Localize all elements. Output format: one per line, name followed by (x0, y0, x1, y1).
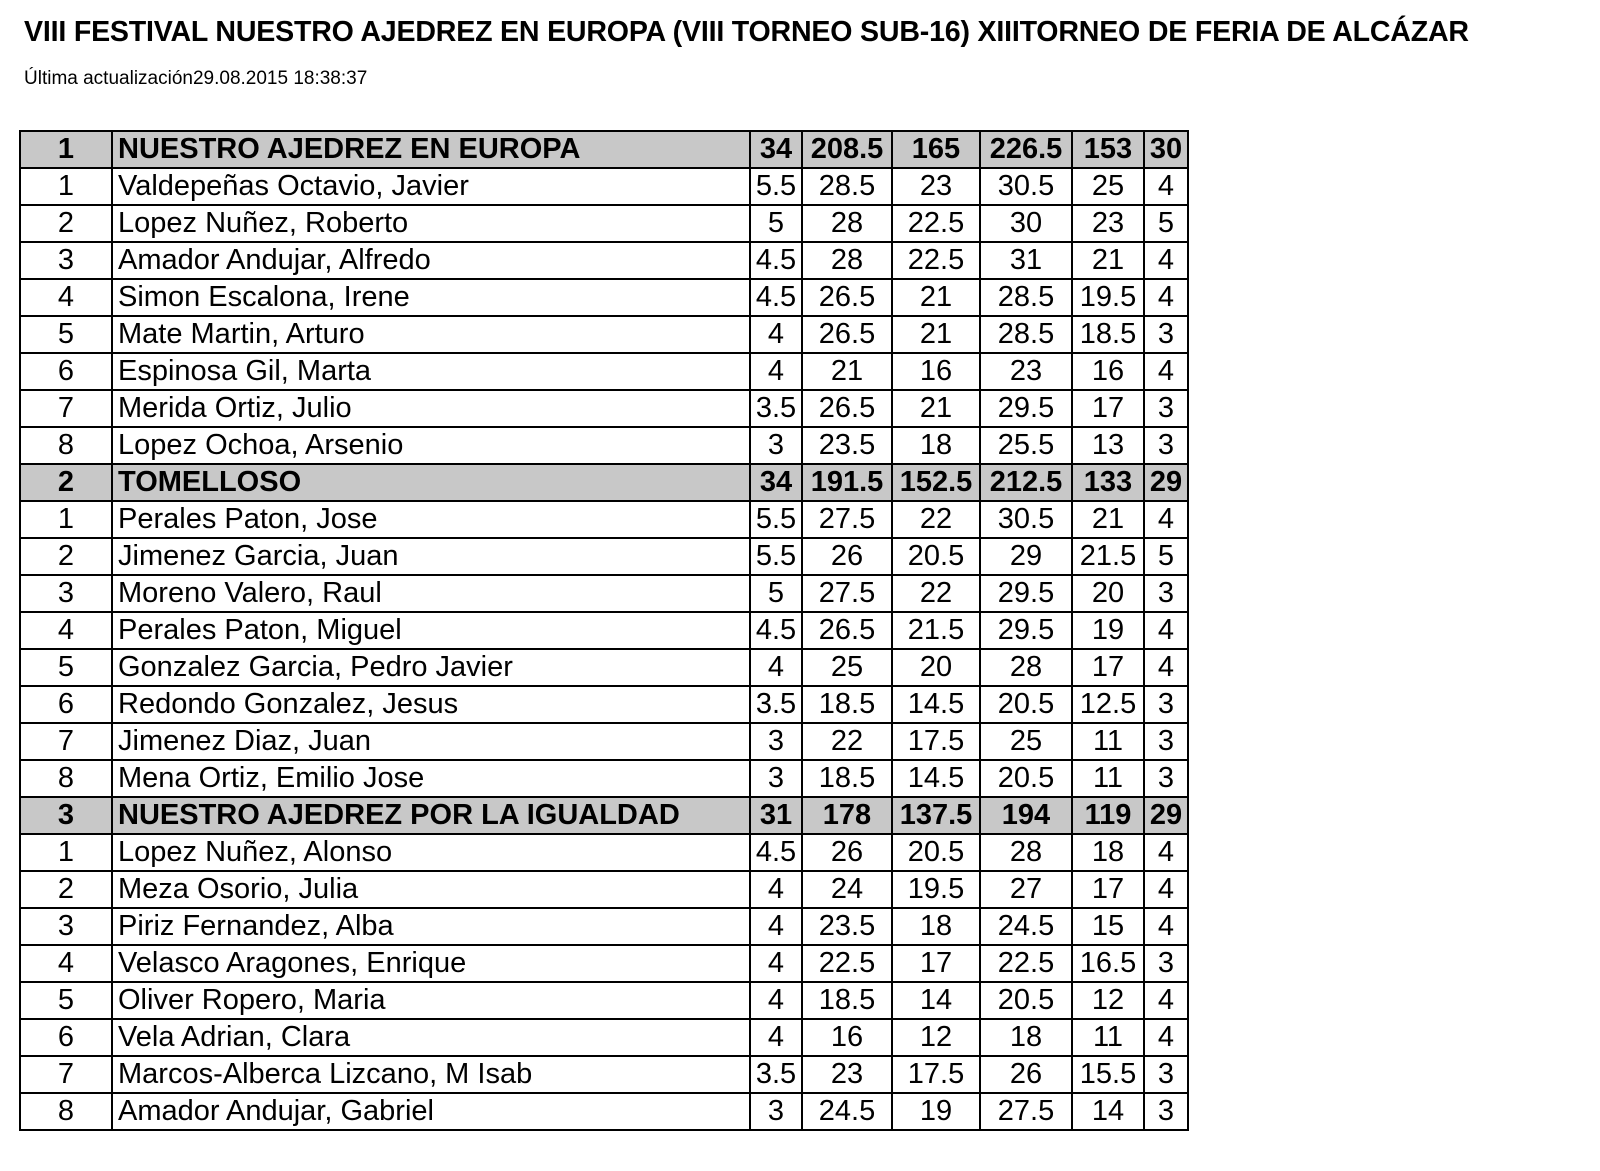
player-tiebreak-4-cell: 16 (1072, 353, 1144, 390)
player-tiebreak-5-cell: 4 (1144, 871, 1188, 908)
player-name-cell: Espinosa Gil, Marta (112, 353, 750, 390)
player-tiebreak-2-cell: 19.5 (892, 871, 980, 908)
player-points-cell: 4.5 (750, 279, 802, 316)
player-tiebreak-3-cell: 30.5 (980, 501, 1072, 538)
player-row (20, 538, 1188, 575)
team-row (20, 131, 1188, 168)
player-row (20, 1093, 1188, 1130)
player-row (20, 649, 1188, 686)
team-tiebreak-3-cell: 212.5 (980, 464, 1072, 501)
player-tiebreak-2-cell: 20.5 (892, 834, 980, 871)
player-points-cell: 5 (750, 205, 802, 242)
team-tiebreak-1-cell: 178 (802, 797, 892, 834)
player-row (20, 723, 1188, 760)
player-tiebreak-1-cell: 27.5 (802, 575, 892, 612)
player-tiebreak-1-cell: 18.5 (802, 686, 892, 723)
player-tiebreak-4-cell: 15.5 (1072, 1056, 1144, 1093)
player-tiebreak-4-cell: 17 (1072, 390, 1144, 427)
player-name-cell: Meza Osorio, Julia (112, 871, 750, 908)
team-tiebreak-4-cell: 119 (1072, 797, 1144, 834)
player-tiebreak-3-cell: 20.5 (980, 760, 1072, 797)
player-row (20, 205, 1188, 242)
team-tiebreak-3-cell: 194 (980, 797, 1072, 834)
player-points-cell: 4 (750, 945, 802, 982)
player-tiebreak-5-cell: 4 (1144, 834, 1188, 871)
player-points-cell: 4.5 (750, 612, 802, 649)
player-row (20, 760, 1188, 797)
player-tiebreak-3-cell: 20.5 (980, 686, 1072, 723)
player-tiebreak-3-cell: 29.5 (980, 390, 1072, 427)
player-tiebreak-3-cell: 29.5 (980, 612, 1072, 649)
player-tiebreak-3-cell: 30.5 (980, 168, 1072, 205)
player-name-cell: Vela Adrian, Clara (112, 1019, 750, 1056)
team-tiebreak-4-cell: 133 (1072, 464, 1144, 501)
player-tiebreak-5-cell: 3 (1144, 316, 1188, 353)
player-row (20, 242, 1188, 279)
last-updated-text: Última actualización29.08.2015 18:38:37 (24, 68, 368, 89)
player-tiebreak-1-cell: 27.5 (802, 501, 892, 538)
player-tiebreak-2-cell: 22 (892, 501, 980, 538)
player-name-cell: Jimenez Garcia, Juan (112, 538, 750, 575)
player-tiebreak-2-cell: 19 (892, 1093, 980, 1130)
player-points-cell: 3 (750, 760, 802, 797)
board-number-cell: 2 (20, 538, 112, 575)
player-tiebreak-1-cell: 16 (802, 1019, 892, 1056)
player-tiebreak-4-cell: 17 (1072, 649, 1144, 686)
player-name-cell: Lopez Nuñez, Roberto (112, 205, 750, 242)
player-tiebreak-1-cell: 22.5 (802, 945, 892, 982)
player-points-cell: 5.5 (750, 538, 802, 575)
player-tiebreak-1-cell: 28 (802, 205, 892, 242)
board-number-cell: 7 (20, 390, 112, 427)
player-row (20, 316, 1188, 353)
player-points-cell: 4 (750, 982, 802, 1019)
player-tiebreak-5-cell: 4 (1144, 612, 1188, 649)
player-name-cell: Amador Andujar, Alfredo (112, 242, 750, 279)
player-tiebreak-4-cell: 12 (1072, 982, 1144, 1019)
team-tiebreak-2-cell: 137.5 (892, 797, 980, 834)
player-row (20, 353, 1188, 390)
player-tiebreak-2-cell: 18 (892, 908, 980, 945)
page-title: VIII FESTIVAL NUESTRO AJEDREZ EN EUROPA (VIII TORNEO SUB-16) XIIITORNEO DE FERIA DE ALCÁZAR (24, 16, 1469, 48)
player-tiebreak-5-cell: 5 (1144, 538, 1188, 575)
player-tiebreak-3-cell: 28 (980, 649, 1072, 686)
player-tiebreak-3-cell: 26 (980, 1056, 1072, 1093)
player-tiebreak-5-cell: 5 (1144, 205, 1188, 242)
player-row (20, 612, 1188, 649)
team-rank-cell: 3 (20, 797, 112, 834)
player-tiebreak-4-cell: 16.5 (1072, 945, 1144, 982)
board-number-cell: 3 (20, 908, 112, 945)
player-tiebreak-3-cell: 23 (980, 353, 1072, 390)
player-row (20, 168, 1188, 205)
player-row (20, 908, 1188, 945)
player-name-cell: Gonzalez Garcia, Pedro Javier (112, 649, 750, 686)
player-name-cell: Moreno Valero, Raul (112, 575, 750, 612)
player-tiebreak-2-cell: 18 (892, 427, 980, 464)
player-name-cell: Valdepeñas Octavio, Javier (112, 168, 750, 205)
player-tiebreak-1-cell: 18.5 (802, 982, 892, 1019)
player-points-cell: 5 (750, 575, 802, 612)
team-tiebreak-5-cell: 29 (1144, 797, 1188, 834)
team-name-cell: NUESTRO AJEDREZ EN EUROPA (112, 131, 750, 168)
player-tiebreak-4-cell: 23 (1072, 205, 1144, 242)
player-tiebreak-1-cell: 23.5 (802, 908, 892, 945)
player-name-cell: Mena Ortiz, Emilio Jose (112, 760, 750, 797)
board-number-cell: 5 (20, 649, 112, 686)
player-tiebreak-4-cell: 11 (1072, 760, 1144, 797)
team-name-cell: TOMELLOSO (112, 464, 750, 501)
player-tiebreak-4-cell: 11 (1072, 723, 1144, 760)
player-tiebreak-3-cell: 31 (980, 242, 1072, 279)
team-row (20, 464, 1188, 501)
team-tiebreak-5-cell: 30 (1144, 131, 1188, 168)
player-row (20, 982, 1188, 1019)
player-points-cell: 4 (750, 316, 802, 353)
player-tiebreak-3-cell: 29 (980, 538, 1072, 575)
board-number-cell: 8 (20, 1093, 112, 1130)
player-name-cell: Jimenez Diaz, Juan (112, 723, 750, 760)
team-tiebreak-5-cell: 29 (1144, 464, 1188, 501)
board-number-cell: 4 (20, 945, 112, 982)
player-tiebreak-2-cell: 22 (892, 575, 980, 612)
player-tiebreak-2-cell: 16 (892, 353, 980, 390)
player-tiebreak-4-cell: 20 (1072, 575, 1144, 612)
team-name-cell: NUESTRO AJEDREZ POR LA IGUALDAD (112, 797, 750, 834)
player-points-cell: 3.5 (750, 390, 802, 427)
player-row (20, 501, 1188, 538)
team-rank-cell: 2 (20, 464, 112, 501)
player-tiebreak-2-cell: 12 (892, 1019, 980, 1056)
board-number-cell: 6 (20, 686, 112, 723)
player-tiebreak-4-cell: 14 (1072, 1093, 1144, 1130)
player-row (20, 575, 1188, 612)
player-name-cell: Perales Paton, Jose (112, 501, 750, 538)
player-tiebreak-2-cell: 14.5 (892, 760, 980, 797)
player-tiebreak-2-cell: 14.5 (892, 686, 980, 723)
player-tiebreak-1-cell: 23.5 (802, 427, 892, 464)
player-row (20, 834, 1188, 871)
player-tiebreak-5-cell: 3 (1144, 723, 1188, 760)
player-name-cell: Oliver Ropero, Maria (112, 982, 750, 1019)
player-tiebreak-5-cell: 3 (1144, 427, 1188, 464)
player-tiebreak-2-cell: 21 (892, 316, 980, 353)
player-tiebreak-5-cell: 3 (1144, 945, 1188, 982)
team-rank-cell: 1 (20, 131, 112, 168)
board-number-cell: 4 (20, 612, 112, 649)
player-row (20, 871, 1188, 908)
player-tiebreak-3-cell: 22.5 (980, 945, 1072, 982)
player-tiebreak-5-cell: 3 (1144, 1056, 1188, 1093)
player-row (20, 686, 1188, 723)
team-tiebreak-2-cell: 165 (892, 131, 980, 168)
player-tiebreak-4-cell: 18 (1072, 834, 1144, 871)
player-tiebreak-1-cell: 28.5 (802, 168, 892, 205)
player-tiebreak-1-cell: 28 (802, 242, 892, 279)
player-tiebreak-5-cell: 4 (1144, 242, 1188, 279)
player-tiebreak-3-cell: 27 (980, 871, 1072, 908)
player-tiebreak-5-cell: 4 (1144, 279, 1188, 316)
board-number-cell: 7 (20, 723, 112, 760)
player-tiebreak-4-cell: 21.5 (1072, 538, 1144, 575)
player-tiebreak-2-cell: 17 (892, 945, 980, 982)
team-tiebreak-4-cell: 153 (1072, 131, 1144, 168)
player-points-cell: 4 (750, 353, 802, 390)
player-tiebreak-3-cell: 29.5 (980, 575, 1072, 612)
player-tiebreak-3-cell: 20.5 (980, 982, 1072, 1019)
team-tiebreak-1-cell: 208.5 (802, 131, 892, 168)
player-points-cell: 3 (750, 723, 802, 760)
team-points-cell: 31 (750, 797, 802, 834)
player-tiebreak-4-cell: 19 (1072, 612, 1144, 649)
board-number-cell: 6 (20, 1019, 112, 1056)
player-row (20, 390, 1188, 427)
player-tiebreak-5-cell: 4 (1144, 982, 1188, 1019)
player-points-cell: 5.5 (750, 168, 802, 205)
player-tiebreak-5-cell: 3 (1144, 1093, 1188, 1130)
board-number-cell: 8 (20, 427, 112, 464)
player-tiebreak-4-cell: 25 (1072, 168, 1144, 205)
player-tiebreak-2-cell: 21 (892, 279, 980, 316)
player-name-cell: Redondo Gonzalez, Jesus (112, 686, 750, 723)
player-points-cell: 4 (750, 1019, 802, 1056)
player-tiebreak-5-cell: 3 (1144, 390, 1188, 427)
player-row (20, 1056, 1188, 1093)
player-tiebreak-3-cell: 28 (980, 834, 1072, 871)
board-number-cell: 3 (20, 575, 112, 612)
player-tiebreak-2-cell: 17.5 (892, 1056, 980, 1093)
player-tiebreak-3-cell: 18 (980, 1019, 1072, 1056)
player-tiebreak-5-cell: 3 (1144, 575, 1188, 612)
player-name-cell: Perales Paton, Miguel (112, 612, 750, 649)
player-row (20, 427, 1188, 464)
board-number-cell: 1 (20, 168, 112, 205)
player-tiebreak-3-cell: 28.5 (980, 316, 1072, 353)
player-tiebreak-4-cell: 13 (1072, 427, 1144, 464)
player-tiebreak-1-cell: 26.5 (802, 279, 892, 316)
player-tiebreak-3-cell: 24.5 (980, 908, 1072, 945)
player-points-cell: 4 (750, 908, 802, 945)
player-tiebreak-3-cell: 25.5 (980, 427, 1072, 464)
player-tiebreak-5-cell: 3 (1144, 686, 1188, 723)
player-points-cell: 4.5 (750, 834, 802, 871)
player-name-cell: Marcos-Alberca Lizcano, M Isab (112, 1056, 750, 1093)
player-points-cell: 3.5 (750, 686, 802, 723)
player-tiebreak-4-cell: 21 (1072, 501, 1144, 538)
player-tiebreak-2-cell: 20 (892, 649, 980, 686)
player-tiebreak-5-cell: 4 (1144, 168, 1188, 205)
player-row (20, 279, 1188, 316)
player-tiebreak-5-cell: 4 (1144, 353, 1188, 390)
player-tiebreak-5-cell: 4 (1144, 649, 1188, 686)
player-tiebreak-1-cell: 25 (802, 649, 892, 686)
player-tiebreak-3-cell: 28.5 (980, 279, 1072, 316)
board-number-cell: 1 (20, 834, 112, 871)
board-number-cell: 6 (20, 353, 112, 390)
player-tiebreak-4-cell: 11 (1072, 1019, 1144, 1056)
player-tiebreak-1-cell: 22 (802, 723, 892, 760)
player-name-cell: Simon Escalona, Irene (112, 279, 750, 316)
board-number-cell: 5 (20, 982, 112, 1019)
player-points-cell: 4.5 (750, 242, 802, 279)
team-points-cell: 34 (750, 131, 802, 168)
board-number-cell: 4 (20, 279, 112, 316)
player-tiebreak-4-cell: 18.5 (1072, 316, 1144, 353)
player-tiebreak-1-cell: 26 (802, 538, 892, 575)
team-tiebreak-2-cell: 152.5 (892, 464, 980, 501)
board-number-cell: 7 (20, 1056, 112, 1093)
player-points-cell: 3.5 (750, 1056, 802, 1093)
player-name-cell: Mate Martin, Arturo (112, 316, 750, 353)
player-points-cell: 3 (750, 1093, 802, 1130)
player-tiebreak-1-cell: 18.5 (802, 760, 892, 797)
player-tiebreak-2-cell: 23 (892, 168, 980, 205)
player-name-cell: Amador Andujar, Gabriel (112, 1093, 750, 1130)
team-tiebreak-1-cell: 191.5 (802, 464, 892, 501)
standings-table (19, 130, 1189, 1131)
player-tiebreak-5-cell: 4 (1144, 1019, 1188, 1056)
board-number-cell: 1 (20, 501, 112, 538)
player-points-cell: 4 (750, 649, 802, 686)
player-name-cell: Piriz Fernandez, Alba (112, 908, 750, 945)
player-tiebreak-4-cell: 15 (1072, 908, 1144, 945)
player-tiebreak-1-cell: 26.5 (802, 316, 892, 353)
player-points-cell: 5.5 (750, 501, 802, 538)
board-number-cell: 2 (20, 205, 112, 242)
player-tiebreak-1-cell: 26.5 (802, 612, 892, 649)
player-tiebreak-2-cell: 22.5 (892, 205, 980, 242)
player-tiebreak-2-cell: 21.5 (892, 612, 980, 649)
player-tiebreak-4-cell: 19.5 (1072, 279, 1144, 316)
player-tiebreak-2-cell: 21 (892, 390, 980, 427)
team-row (20, 797, 1188, 834)
player-tiebreak-1-cell: 24 (802, 871, 892, 908)
player-tiebreak-2-cell: 20.5 (892, 538, 980, 575)
player-tiebreak-5-cell: 3 (1144, 760, 1188, 797)
team-tiebreak-3-cell: 226.5 (980, 131, 1072, 168)
player-points-cell: 3 (750, 427, 802, 464)
team-points-cell: 34 (750, 464, 802, 501)
player-tiebreak-1-cell: 21 (802, 353, 892, 390)
player-tiebreak-4-cell: 17 (1072, 871, 1144, 908)
player-tiebreak-3-cell: 30 (980, 205, 1072, 242)
player-tiebreak-1-cell: 26 (802, 834, 892, 871)
board-number-cell: 8 (20, 760, 112, 797)
player-tiebreak-5-cell: 4 (1144, 501, 1188, 538)
player-tiebreak-4-cell: 21 (1072, 242, 1144, 279)
standings-body (20, 131, 1188, 1130)
player-tiebreak-4-cell: 12.5 (1072, 686, 1144, 723)
player-points-cell: 4 (750, 871, 802, 908)
player-name-cell: Merida Ortiz, Julio (112, 390, 750, 427)
player-name-cell: Velasco Aragones, Enrique (112, 945, 750, 982)
player-tiebreak-1-cell: 26.5 (802, 390, 892, 427)
player-tiebreak-2-cell: 17.5 (892, 723, 980, 760)
player-tiebreak-5-cell: 4 (1144, 908, 1188, 945)
board-number-cell: 5 (20, 316, 112, 353)
player-tiebreak-1-cell: 24.5 (802, 1093, 892, 1130)
player-name-cell: Lopez Ochoa, Arsenio (112, 427, 750, 464)
player-tiebreak-2-cell: 22.5 (892, 242, 980, 279)
player-tiebreak-2-cell: 14 (892, 982, 980, 1019)
player-tiebreak-3-cell: 25 (980, 723, 1072, 760)
player-name-cell: Lopez Nuñez, Alonso (112, 834, 750, 871)
player-tiebreak-3-cell: 27.5 (980, 1093, 1072, 1130)
board-number-cell: 3 (20, 242, 112, 279)
player-row (20, 1019, 1188, 1056)
player-tiebreak-1-cell: 23 (802, 1056, 892, 1093)
board-number-cell: 2 (20, 871, 112, 908)
player-row (20, 945, 1188, 982)
